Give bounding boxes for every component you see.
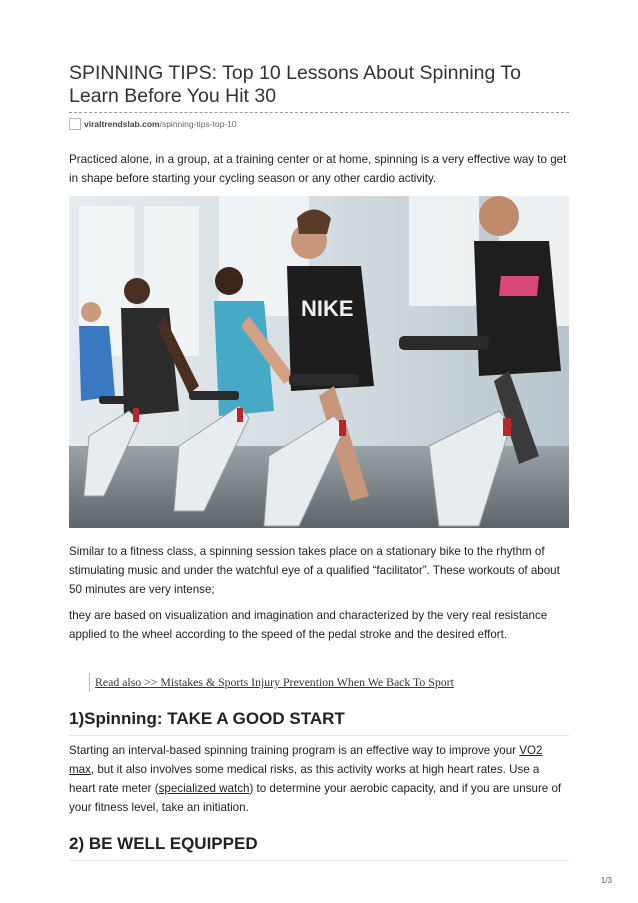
intro-paragraph: Practiced alone, in a group, at a training center or at home, spinning is a very effective way to get in shape before starting your cycling season or any other cardio activity. — [69, 153, 567, 185]
source-url[interactable] — [69, 117, 237, 131]
vo2-max-link[interactable]: VO2 max — [69, 744, 543, 776]
page-number: 1/3 — [600, 876, 612, 885]
section-1-text-b: , but it also involves some medical risks, as this activity works at high heart rates. Use a heart rate meter ( — [69, 763, 540, 795]
section-1-paragraph — [69, 741, 569, 817]
specialized-watch-link[interactable]: specialized watch — [158, 782, 250, 795]
source-domain[interactable]: viraltrendslab.com — [84, 119, 160, 129]
favicon-icon — [69, 118, 81, 130]
hero-image — [69, 196, 569, 528]
body-paragraph-2: they are based on visualization and imagination and characterized by the very real resistance applied to the wheel according to the speed of the pedal stroke and the desired effort. — [69, 609, 548, 641]
title-divider — [69, 112, 569, 113]
svg-text:NIKE: NIKE — [301, 296, 354, 321]
section-1-text-a: Starting an interval-based spinning training program is an effective way to improve your — [69, 744, 520, 757]
body-paragraph-1: Similar to a fitness class, a spinning session takes place on a stationary bike to the rhythm of stimulating music and under the watchful eye of a qualified “facilitator”. These workouts of about 50 minutes are very intense; — [69, 545, 560, 596]
read-also-link[interactable]: Read also >> Mistakes & Sports Injury Prevention When We Back To Sport — [89, 673, 454, 692]
article-title: SPINNING TIPS: Top 10 Lessons About Spinning To Learn Before You Hit 30 — [69, 62, 522, 107]
source-path[interactable]: /spinning-tips-top-10 — [159, 119, 237, 129]
section-heading-1: 1)Spinning: TAKE A GOOD START — [69, 709, 569, 736]
section-heading-2: 2) BE WELL EQUIPPED — [69, 834, 569, 861]
spinning-class-illustration — [69, 196, 569, 528]
section-1-text-c: ) to determine your aerobic capacity, and if you are unsure of your fitness level, take an initiation. — [69, 782, 562, 814]
